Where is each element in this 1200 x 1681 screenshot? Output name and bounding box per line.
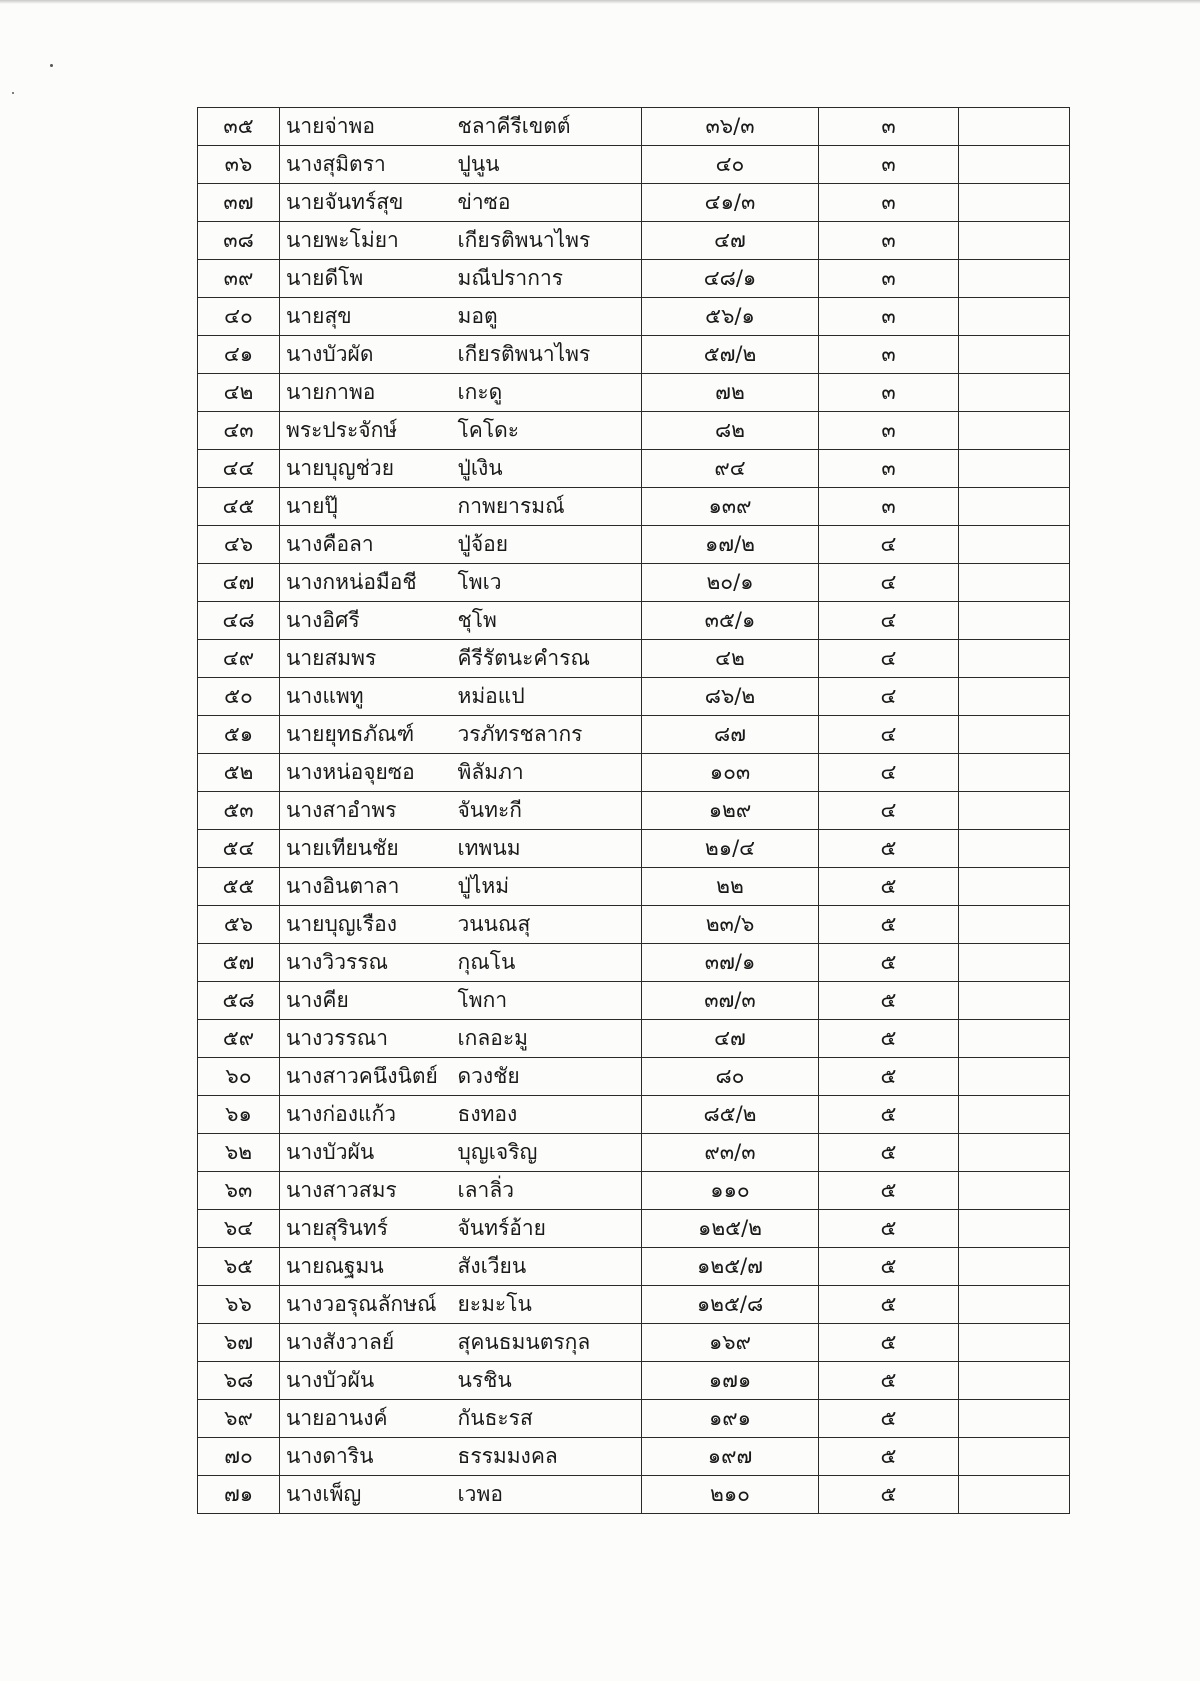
surname: ธรรมมงคล <box>452 1438 642 1476</box>
row-number: ๕๑ <box>198 716 280 754</box>
house-number: ๑๑๐ <box>642 1172 819 1210</box>
given-name: นางสังวาลย์ <box>280 1324 452 1362</box>
surname: เลาลิ่ว <box>452 1172 642 1210</box>
given-name: นางดาริน <box>280 1438 452 1476</box>
remarks <box>959 336 1070 374</box>
village-moo: ๕ <box>819 1438 959 1476</box>
remarks <box>959 412 1070 450</box>
row-number: ๕๒ <box>198 754 280 792</box>
remarks <box>959 260 1070 298</box>
table-row <box>198 260 1070 298</box>
village-moo: ๔ <box>819 678 959 716</box>
surname: มณีปราการ <box>452 260 642 298</box>
village-moo: ๓ <box>819 488 959 526</box>
row-number: ๔๙ <box>198 640 280 678</box>
surname: บุญเจริญ <box>452 1134 642 1172</box>
remarks <box>959 602 1070 640</box>
row-number: ๔๗ <box>198 564 280 602</box>
surname: เกะดู <box>452 374 642 412</box>
remarks <box>959 1400 1070 1438</box>
village-moo: ๕ <box>819 982 959 1020</box>
village-moo: ๓ <box>819 222 959 260</box>
surname: มอตู <box>452 298 642 336</box>
given-name: นางอินตาลา <box>280 868 452 906</box>
remarks <box>959 184 1070 222</box>
table-row <box>198 1020 1070 1058</box>
given-name: นางแพทู <box>280 678 452 716</box>
remarks <box>959 1362 1070 1400</box>
row-number: ๔๘ <box>198 602 280 640</box>
table-row <box>198 1248 1070 1286</box>
village-moo: ๕ <box>819 944 959 982</box>
table-row <box>198 488 1070 526</box>
remarks <box>959 526 1070 564</box>
row-number: ๓๖ <box>198 146 280 184</box>
given-name: นายสุรินทร์ <box>280 1210 452 1248</box>
surname: ปูนูน <box>452 146 642 184</box>
house-number: ๒๐/๑ <box>642 564 819 602</box>
given-name: พระประจักษ์ <box>280 412 452 450</box>
table-row <box>198 1476 1070 1514</box>
given-name: นายบุญช่วย <box>280 450 452 488</box>
given-name: นางคือลา <box>280 526 452 564</box>
surname: เกียรติพนาไพร <box>452 222 642 260</box>
house-number: ๕๗/๒ <box>642 336 819 374</box>
house-number: ๕๖/๑ <box>642 298 819 336</box>
table-row <box>198 1324 1070 1362</box>
remarks <box>959 1248 1070 1286</box>
surname: ปู่จ้อย <box>452 526 642 564</box>
table-row <box>198 678 1070 716</box>
village-moo: ๓ <box>819 450 959 488</box>
table-row <box>198 640 1070 678</box>
surname: ดวงชัย <box>452 1058 642 1096</box>
surname: วนนณสุ <box>452 906 642 944</box>
table-row <box>198 1286 1070 1324</box>
row-number: ๖๔ <box>198 1210 280 1248</box>
table-row <box>198 944 1070 982</box>
row-number: ๖๗ <box>198 1324 280 1362</box>
surname: จันทร์อ้าย <box>452 1210 642 1248</box>
row-number: ๗๑ <box>198 1476 280 1514</box>
house-number: ๔๑/๓ <box>642 184 819 222</box>
remarks <box>959 868 1070 906</box>
given-name: นางเพ็ญ <box>280 1476 452 1514</box>
village-moo: ๕ <box>819 830 959 868</box>
village-moo: ๓ <box>819 298 959 336</box>
given-name: นางกหน่อมือชี <box>280 564 452 602</box>
given-name: นายจันทร์สุข <box>280 184 452 222</box>
surname: กาพยารมณ์ <box>452 488 642 526</box>
surname: โคโดะ <box>452 412 642 450</box>
given-name: นายพะโม่ยา <box>280 222 452 260</box>
surname: ปู่ไหม่ <box>452 868 642 906</box>
row-number: ๕๐ <box>198 678 280 716</box>
given-name: นายสุข <box>280 298 452 336</box>
table-row <box>198 146 1070 184</box>
house-number: ๒๒ <box>642 868 819 906</box>
house-number: ๓๖/๓ <box>642 108 819 146</box>
village-moo: ๔ <box>819 754 959 792</box>
surname: วรภัทรชลากร <box>452 716 642 754</box>
remarks <box>959 1020 1070 1058</box>
resident-table <box>197 107 1070 1514</box>
village-moo: ๓ <box>819 184 959 222</box>
table-row <box>198 1362 1070 1400</box>
table-row <box>198 336 1070 374</box>
house-number: ๓๕/๑ <box>642 602 819 640</box>
given-name: นางหน่อจุยซอ <box>280 754 452 792</box>
remarks <box>959 830 1070 868</box>
house-number: ๑๙๑ <box>642 1400 819 1438</box>
row-number: ๖๒ <box>198 1134 280 1172</box>
table-row <box>198 906 1070 944</box>
row-number: ๓๙ <box>198 260 280 298</box>
surname: สุคนธมนตรกุล <box>452 1324 642 1362</box>
house-number: ๗๒ <box>642 374 819 412</box>
scan-edge <box>0 0 1200 4</box>
village-moo: ๔ <box>819 564 959 602</box>
surname: สังเวียน <box>452 1248 642 1286</box>
house-number: ๑๖๙ <box>642 1324 819 1362</box>
village-moo: ๕ <box>819 1286 959 1324</box>
house-number: ๘๒ <box>642 412 819 450</box>
surname: ชลาคีรีเขตต์ <box>452 108 642 146</box>
given-name: นายจ่าพอ <box>280 108 452 146</box>
house-number: ๔๐ <box>642 146 819 184</box>
given-name: นางสาอำพร <box>280 792 452 830</box>
village-moo: ๔ <box>819 792 959 830</box>
scan-speck <box>50 64 53 67</box>
village-moo: ๕ <box>819 1248 959 1286</box>
table-row <box>198 526 1070 564</box>
house-number: ๘๖/๒ <box>642 678 819 716</box>
table-row <box>198 1096 1070 1134</box>
remarks <box>959 108 1070 146</box>
row-number: ๔๒ <box>198 374 280 412</box>
given-name: นายยุทธภัณฑ์ <box>280 716 452 754</box>
table-row <box>198 754 1070 792</box>
house-number: ๔๘/๑ <box>642 260 819 298</box>
given-name: นางสุมิตรา <box>280 146 452 184</box>
village-moo: ๓ <box>819 108 959 146</box>
surname: ปู่เงิน <box>452 450 642 488</box>
row-number: ๔๑ <box>198 336 280 374</box>
table-row <box>198 1134 1070 1172</box>
row-number: ๖๖ <box>198 1286 280 1324</box>
given-name: นายกาพอ <box>280 374 452 412</box>
village-moo: ๓ <box>819 412 959 450</box>
row-number: ๖๑ <box>198 1096 280 1134</box>
surname: หม่อแป <box>452 678 642 716</box>
village-moo: ๔ <box>819 526 959 564</box>
row-number: ๕๕ <box>198 868 280 906</box>
row-number: ๗๐ <box>198 1438 280 1476</box>
village-moo: ๕ <box>819 1400 959 1438</box>
given-name: นางบัวผัด <box>280 336 452 374</box>
remarks <box>959 1210 1070 1248</box>
remarks <box>959 754 1070 792</box>
row-number: ๔๓ <box>198 412 280 450</box>
remarks <box>959 146 1070 184</box>
table-row <box>198 792 1070 830</box>
surname: ธงทอง <box>452 1096 642 1134</box>
surname: จันทะกี <box>452 792 642 830</box>
scan-speck <box>12 92 14 94</box>
table-row <box>198 184 1070 222</box>
surname: นรชิน <box>452 1362 642 1400</box>
surname: เกลอะมู <box>452 1020 642 1058</box>
house-number: ๑๐๓ <box>642 754 819 792</box>
table-row <box>198 982 1070 1020</box>
remarks <box>959 1438 1070 1476</box>
table-row <box>198 108 1070 146</box>
given-name: นายณฐมน <box>280 1248 452 1286</box>
given-name: นางก่องแก้ว <box>280 1096 452 1134</box>
house-number: ๑๙๗ <box>642 1438 819 1476</box>
row-number: ๖๓ <box>198 1172 280 1210</box>
row-number: ๕๓ <box>198 792 280 830</box>
village-moo: ๕ <box>819 1362 959 1400</box>
row-number: ๕๘ <box>198 982 280 1020</box>
surname: ยะมะโน <box>452 1286 642 1324</box>
house-number: ๒๑/๔ <box>642 830 819 868</box>
given-name: นางอิศรี <box>280 602 452 640</box>
surname: โพกา <box>452 982 642 1020</box>
table-row <box>198 450 1070 488</box>
remarks <box>959 1134 1070 1172</box>
house-number: ๙๔ <box>642 450 819 488</box>
table-row <box>198 1210 1070 1248</box>
remarks <box>959 1172 1070 1210</box>
house-number: ๔๒ <box>642 640 819 678</box>
village-moo: ๔ <box>819 716 959 754</box>
table-row <box>198 374 1070 412</box>
village-moo: ๓ <box>819 336 959 374</box>
surname: เกียรติพนาไพร <box>452 336 642 374</box>
table-row <box>198 830 1070 868</box>
village-moo: ๕ <box>819 1020 959 1058</box>
house-number: ๙๓/๓ <box>642 1134 819 1172</box>
village-moo: ๕ <box>819 1324 959 1362</box>
given-name: นางวิวรรณ <box>280 944 452 982</box>
given-name: นายบุญเรือง <box>280 906 452 944</box>
given-name: นางคีย <box>280 982 452 1020</box>
row-number: ๖๐ <box>198 1058 280 1096</box>
village-moo: ๔ <box>819 602 959 640</box>
remarks <box>959 640 1070 678</box>
village-moo: ๕ <box>819 1210 959 1248</box>
remarks <box>959 678 1070 716</box>
table-row <box>198 564 1070 602</box>
house-number: ๑๓๙ <box>642 488 819 526</box>
remarks <box>959 298 1070 336</box>
surname: ชุโพ <box>452 602 642 640</box>
house-number: ๘๐ <box>642 1058 819 1096</box>
house-number: ๔๗ <box>642 1020 819 1058</box>
village-moo: ๕ <box>819 868 959 906</box>
remarks <box>959 1058 1070 1096</box>
remarks <box>959 906 1070 944</box>
given-name: นางบัวผัน <box>280 1362 452 1400</box>
village-moo: ๕ <box>819 1172 959 1210</box>
given-name: นางวอรุณลักษณ์ <box>280 1286 452 1324</box>
given-name: นายเทียนชัย <box>280 830 452 868</box>
resident-table-body <box>198 108 1070 1514</box>
given-name: นายดีโพ <box>280 260 452 298</box>
house-number: ๒๑๐ <box>642 1476 819 1514</box>
row-number: ๓๕ <box>198 108 280 146</box>
surname: คีรีรัตนะคำรณ <box>452 640 642 678</box>
surname: โพเว <box>452 564 642 602</box>
house-number: ๑๗๑ <box>642 1362 819 1400</box>
table-row <box>198 412 1070 450</box>
row-number: ๔๖ <box>198 526 280 564</box>
village-moo: ๓ <box>819 374 959 412</box>
house-number: ๘๗ <box>642 716 819 754</box>
village-moo: ๕ <box>819 1058 959 1096</box>
village-moo: ๓ <box>819 146 959 184</box>
surname: เทพนม <box>452 830 642 868</box>
row-number: ๔๐ <box>198 298 280 336</box>
village-moo: ๕ <box>819 1476 959 1514</box>
given-name: นางบัวผัน <box>280 1134 452 1172</box>
remarks <box>959 222 1070 260</box>
house-number: ๓๗/๑ <box>642 944 819 982</box>
surname: ข่าซอ <box>452 184 642 222</box>
row-number: ๕๖ <box>198 906 280 944</box>
village-moo: ๕ <box>819 1134 959 1172</box>
house-number: ๑๗/๒ <box>642 526 819 564</box>
house-number: ๘๕/๒ <box>642 1096 819 1134</box>
house-number: ๑๒๕/๗ <box>642 1248 819 1286</box>
table-row <box>198 1058 1070 1096</box>
given-name: นายสมพร <box>280 640 452 678</box>
row-number: ๖๙ <box>198 1400 280 1438</box>
table-row <box>198 222 1070 260</box>
table-row <box>198 1438 1070 1476</box>
house-number: ๔๗ <box>642 222 819 260</box>
given-name: นางสาวคนึงนิตย์ <box>280 1058 452 1096</box>
remarks <box>959 1096 1070 1134</box>
village-moo: ๓ <box>819 260 959 298</box>
remarks <box>959 564 1070 602</box>
row-number: ๕๙ <box>198 1020 280 1058</box>
table-row <box>198 868 1070 906</box>
remarks <box>959 488 1070 526</box>
table-row <box>198 1172 1070 1210</box>
row-number: ๓๘ <box>198 222 280 260</box>
table-row <box>198 716 1070 754</box>
table-row <box>198 602 1070 640</box>
remarks <box>959 450 1070 488</box>
row-number: ๖๕ <box>198 1248 280 1286</box>
row-number: ๔๔ <box>198 450 280 488</box>
surname: กุณโน <box>452 944 642 982</box>
surname: เวพอ <box>452 1476 642 1514</box>
remarks <box>959 1476 1070 1514</box>
given-name: นางวรรณา <box>280 1020 452 1058</box>
village-moo: ๕ <box>819 906 959 944</box>
given-name: นางสาวสมร <box>280 1172 452 1210</box>
village-moo: ๕ <box>819 1096 959 1134</box>
remarks <box>959 792 1070 830</box>
table-row <box>198 1400 1070 1438</box>
remarks <box>959 1286 1070 1324</box>
house-number: ๑๒๕/๘ <box>642 1286 819 1324</box>
row-number: ๕๗ <box>198 944 280 982</box>
remarks <box>959 944 1070 982</box>
house-number: ๑๒๙ <box>642 792 819 830</box>
remarks <box>959 716 1070 754</box>
surname: พิลัมภา <box>452 754 642 792</box>
house-number: ๓๗/๓ <box>642 982 819 1020</box>
village-moo: ๔ <box>819 640 959 678</box>
given-name: นายปุ๊ <box>280 488 452 526</box>
surname: กันธะรส <box>452 1400 642 1438</box>
table-row <box>198 298 1070 336</box>
house-number: ๒๓/๖ <box>642 906 819 944</box>
row-number: ๕๔ <box>198 830 280 868</box>
row-number: ๔๕ <box>198 488 280 526</box>
remarks <box>959 374 1070 412</box>
house-number: ๑๒๕/๒ <box>642 1210 819 1248</box>
remarks <box>959 1324 1070 1362</box>
remarks <box>959 982 1070 1020</box>
given-name: นายอานงค์ <box>280 1400 452 1438</box>
row-number: ๓๗ <box>198 184 280 222</box>
row-number: ๖๘ <box>198 1362 280 1400</box>
